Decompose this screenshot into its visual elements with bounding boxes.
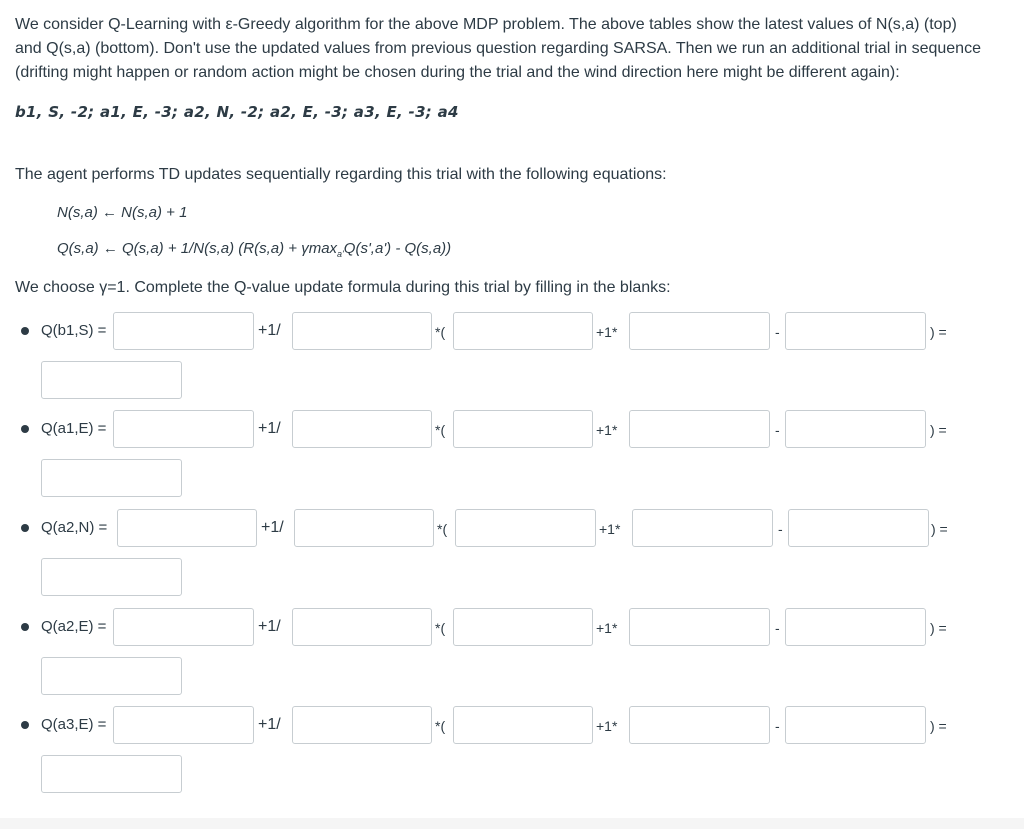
- bullet-icon: [21, 425, 29, 433]
- sep-close-equals: ) =: [931, 521, 948, 537]
- sep-minus: -: [775, 718, 780, 734]
- blank-result-a1-e[interactable]: [41, 459, 182, 497]
- blank-q-current[interactable]: [113, 706, 254, 744]
- blank-q-current[interactable]: [113, 410, 254, 448]
- sep-minus: -: [778, 521, 783, 537]
- sep-close-equals: ) =: [930, 718, 947, 734]
- blank-max-q-next[interactable]: [629, 312, 770, 350]
- sep-plus-one-times: +1*: [596, 718, 618, 734]
- blank-n-value[interactable]: [294, 509, 434, 547]
- blank-q-current[interactable]: [117, 509, 257, 547]
- blank-q-old[interactable]: [785, 608, 926, 646]
- trial-sequence: b1, S, -2; a1, E, -3; a2, N, -2; a2, E, -3; a3, E, -3; a4: [15, 103, 459, 121]
- q-row-a1-e: [0, 410, 1024, 450]
- page-bottom-edge: [0, 818, 1024, 829]
- sep-plus-one-over: +1/: [258, 618, 281, 635]
- sep-plus-one-over: +1/: [261, 519, 284, 536]
- blank-result-a2-e[interactable]: [41, 657, 182, 695]
- blank-n-value[interactable]: [292, 706, 432, 744]
- sep-times-paren: *(: [435, 422, 446, 438]
- sep-plus-one-times: +1*: [596, 620, 618, 636]
- blank-max-q-next[interactable]: [629, 410, 770, 448]
- sep-plus-one-over: +1/: [258, 420, 281, 437]
- q-row-a3-e: [0, 706, 1024, 746]
- n-update-equation: N(s,a) ← N(s,a) + 1: [57, 204, 188, 221]
- sep-close-equals: ) =: [930, 620, 947, 636]
- bullet-icon: [21, 721, 29, 729]
- q-label: Q(a2,E) =: [41, 618, 107, 635]
- blank-q-old[interactable]: [785, 312, 926, 350]
- sep-plus-one-over: +1/: [258, 322, 281, 339]
- sep-times-paren: *(: [435, 620, 446, 636]
- intro-line-3: (drifting might happen or random action might be chosen during the trial and the wind direction here might be different again):: [15, 64, 900, 81]
- sep-minus: -: [775, 422, 780, 438]
- bullet-icon: [21, 623, 29, 631]
- blank-reward[interactable]: [453, 410, 593, 448]
- q-update-equation: [57, 240, 451, 259]
- blank-reward[interactable]: [453, 608, 593, 646]
- blank-reward[interactable]: [455, 509, 596, 547]
- blank-n-value[interactable]: [292, 608, 432, 646]
- blank-n-value[interactable]: [292, 410, 432, 448]
- q-row-a2-e: [0, 608, 1024, 648]
- q-label: Q(a1,E) =: [41, 420, 107, 437]
- blank-n-value[interactable]: [292, 312, 432, 350]
- gamma-instruction: We choose γ=1. Complete the Q-value update formula during this trial by filling in the blanks:: [15, 279, 671, 296]
- q-update-part-b: Q(s',a') - Q(s,a)): [343, 240, 452, 257]
- sep-close-equals: ) =: [930, 422, 947, 438]
- blank-q-old[interactable]: [788, 509, 929, 547]
- blank-result-a3-e[interactable]: [41, 755, 182, 793]
- blank-q-old[interactable]: [785, 410, 926, 448]
- sep-times-paren: *(: [435, 324, 446, 340]
- blank-result-a2-n[interactable]: [41, 558, 182, 596]
- intro-line-2: and Q(s,a) (bottom). Don't use the updated values from previous question regarding SARSA. Then we run an additional trial in sequence: [15, 40, 981, 57]
- sep-times-paren: *(: [437, 521, 448, 537]
- q-update-subscript: a': [337, 249, 344, 259]
- q-row-b1-s: [0, 312, 1024, 352]
- blank-q-current[interactable]: [113, 312, 254, 350]
- sep-plus-one-over: +1/: [258, 716, 281, 733]
- blank-max-q-next[interactable]: [629, 608, 770, 646]
- blank-max-q-next[interactable]: [629, 706, 770, 744]
- bullet-icon: [21, 327, 29, 335]
- blank-q-old[interactable]: [785, 706, 926, 744]
- sep-minus: -: [775, 324, 780, 340]
- intro-line-1: We consider Q-Learning with ε-Greedy algorithm for the above MDP problem. The above tables show the latest values of N(s,a) (top): [15, 16, 957, 33]
- sep-minus: -: [775, 620, 780, 636]
- sep-plus-one-times: +1*: [596, 324, 618, 340]
- sep-plus-one-times: +1*: [599, 521, 621, 537]
- q-label: Q(a3,E) =: [41, 716, 107, 733]
- td-intro: The agent performs TD updates sequentially regarding this trial with the following equations:: [15, 166, 667, 183]
- sep-plus-one-times: +1*: [596, 422, 618, 438]
- blank-result-b1-s[interactable]: [41, 361, 182, 399]
- blank-q-current[interactable]: [113, 608, 254, 646]
- blank-reward[interactable]: [453, 706, 593, 744]
- bullet-icon: [21, 524, 29, 532]
- q-label: Q(a2,N) =: [41, 519, 108, 536]
- sep-close-equals: ) =: [930, 324, 947, 340]
- sep-times-paren: *(: [435, 718, 446, 734]
- q-label: Q(b1,S) =: [41, 322, 107, 339]
- q-row-a2-n: [0, 509, 1024, 549]
- q-update-part-a: Q(s,a) ← Q(s,a) + 1/N(s,a) (R(s,a) + γmax: [57, 240, 338, 257]
- blank-max-q-next[interactable]: [632, 509, 773, 547]
- blank-reward[interactable]: [453, 312, 593, 350]
